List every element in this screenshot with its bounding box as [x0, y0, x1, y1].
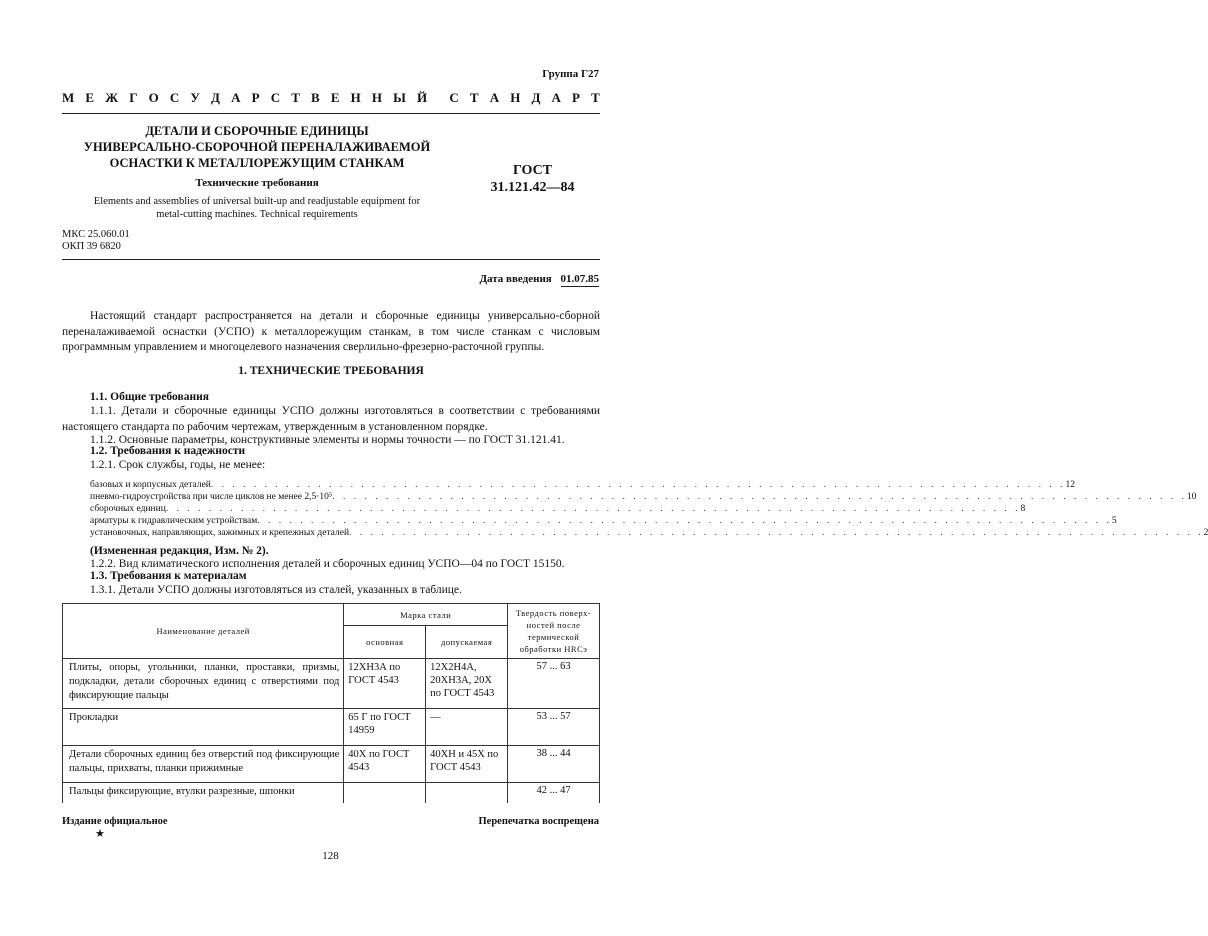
reprint-notice: Перепечатка воспрещена	[478, 816, 599, 827]
cell-name: Прокладки	[63, 709, 344, 746]
cell-alt: 12Х2Н4А, 20ХН3А, 20Х по ГОСТ 4543	[426, 659, 508, 709]
cell-alt: 40ХН и 45Х по ГОСТ 4543	[426, 746, 508, 783]
cell-hrc: 57 ... 63	[508, 659, 600, 709]
intro-date-value: 01.07.85	[560, 273, 599, 285]
title-subtitle: Технические требования	[195, 177, 319, 189]
classification-codes	[62, 229, 130, 253]
star-icon: ★	[95, 828, 105, 840]
heading-1-2: 1.2. Требования к надежности	[90, 445, 246, 457]
cell-hrc: 42 ... 47	[508, 783, 600, 803]
heading-1-1: 1.1. Общие требования	[90, 391, 209, 403]
table-row	[63, 783, 600, 803]
page-number: 128	[322, 850, 339, 862]
list-item	[90, 515, 1117, 527]
cell-main: 40Х по ГОСТ 4543	[344, 746, 426, 783]
header-rule	[62, 113, 600, 114]
cell-name: Пальцы фиксирующие, втулки разрезные, шпонки	[63, 783, 344, 803]
amendment-note: (Измененная редакция, Изм. № 2).	[90, 545, 269, 557]
list-item-label: пневмо-гидроустройства при числе циклов не менее 2,5·10⁵	[90, 492, 333, 502]
cell-main: 12ХН3А по ГОСТ 4543	[344, 659, 426, 709]
cell-hrc: 53 ... 57	[508, 709, 600, 746]
leader-dots: . . . . . . . . . . . . . . . . . . . . . . . . . . . . . . . . . . . . . . . . . . . . . . . . . . . . . . . . . . . . . . . . . . . . . . . . . . . . . . . .	[257, 516, 1112, 526]
title-line-1: ДЕТАЛИ И СБОРОЧНЫЕ ЕДИНИЦЫ	[145, 124, 369, 138]
leader-dots: . . . . . . . . . . . . . . . . . . . . . . . . . . . . . . . . . . . . . . . . . . . . . . . . . . . . . . . . . . . . . . . . . . . . . . . . . . . . . . . .	[165, 504, 1021, 514]
leader-dots: . . . . . . . . . . . . . . . . . . . . . . . . . . . . . . . . . . . . . . . . . . . . . . . . . . . . . . . . . . . . . . . . . . . . . . . . . . . . . . . .	[332, 492, 1187, 502]
list-item-value: 8	[1020, 504, 1026, 514]
table-row	[63, 709, 600, 746]
official-edition: Издание официальное	[62, 816, 168, 827]
cell-name: Детали сборочных единиц без отверстий под фиксирующие пальцы, прихваты, планки прижимные	[63, 746, 344, 783]
standard-banner: М Е Ж Г О С У Д А Р С Т В Е Н Н Ы Й С Т А Н Д А Р Т	[62, 90, 600, 105]
cell-alt: —	[426, 709, 508, 746]
cell-main	[344, 783, 426, 803]
cell-hrc: 38 ... 44	[508, 746, 600, 783]
list-item	[90, 527, 1208, 539]
gost-label: ГОСТ	[512, 163, 553, 178]
col-header-name: Наименование деталей	[63, 604, 344, 659]
paragraph-1-2-1: 1.2.1. Срок службы, годы, не менее:	[90, 459, 266, 471]
list-item-label: сборочных единиц	[90, 504, 166, 514]
title-english-line-1: Elements and assemblies of universal built-up and readjustable equipment for	[93, 196, 421, 207]
title-line-2: УНИВЕРСАЛЬНО-СБОРОЧНОЙ ПЕРЕНАЛАЖИВАЕМОЙ	[83, 140, 431, 154]
intro-date	[479, 273, 599, 285]
leader-dots: . . . . . . . . . . . . . . . . . . . . . . . . . . . . . . . . . . . . . . . . . . . . . . . . . . . . . . . . . . . . . . . . . . . . . . . . . . . . . . . .	[349, 528, 1204, 538]
section-title: 1. ТЕХНИЧЕСКИЕ ТРЕБОВАНИЯ	[238, 365, 424, 377]
title-line-3: ОСНАСТКИ К МЕТАЛЛОРЕЖУЩИМ СТАНКАМ	[109, 156, 405, 170]
intro-date-label: Дата введения	[479, 273, 552, 285]
col-header-alt: допускаемая	[426, 626, 508, 659]
cell-alt	[426, 783, 508, 803]
leader-dots: . . . . . . . . . . . . . . . . . . . . . . . . . . . . . . . . . . . . . . . . . . . . . . . . . . . . . . . . . . . . . . . . . . . . . . . . . . . . . . . .	[210, 480, 1066, 490]
title-block	[62, 123, 452, 171]
codes-rule	[62, 259, 600, 260]
col-header-hrc: Твердость поверх-ностей после термической обработки HRCэ	[508, 604, 600, 659]
list-item	[90, 491, 1197, 503]
steel-table	[62, 603, 600, 803]
cell-main: 65 Г по ГОСТ 14959	[344, 709, 426, 746]
heading-1-3: 1.3. Требования к материалам	[90, 570, 247, 582]
col-header-main: основная	[344, 626, 426, 659]
list-item-label: базовых и корпусных деталей	[90, 480, 211, 490]
list-item-label: установочных, направляющих, зажимных и крепежных деталей	[90, 528, 350, 538]
mks-code: МКС 25.060.01	[62, 229, 130, 240]
title-english-line-2: metal-cutting machines. Technical requirements	[156, 209, 358, 220]
gost-code: 31.121.42—84	[490, 180, 575, 195]
paragraph-1-3-1: 1.3.1. Детали УСПО должны изготовляться из сталей, указанных в таблице.	[90, 584, 462, 596]
list-item-label: арматуры к гидравлическим устройствам	[90, 516, 258, 526]
intro-paragraph: Настоящий стандарт распространяется на детали и сборочные единицы универсально-сборной переналаживаемой оснастки (УСПО) к металлорежущим станкам, в том числе станкам с числовым программным управлением и многоцелевого назначения сверлильно-фрезерно-расточной группы.	[62, 310, 600, 353]
list-item-value: 5	[1111, 516, 1117, 526]
gost-number	[470, 162, 595, 196]
okp-code: ОКП 39 6820	[62, 241, 121, 252]
list-item-value: 10	[1186, 492, 1197, 502]
group-label: Группа Г27	[542, 68, 599, 80]
list-item	[90, 479, 1076, 491]
col-header-grade: Марка стали	[344, 604, 508, 626]
list-item	[90, 503, 1026, 515]
cell-name: Плиты, опоры, угольники, планки, проставки, призмы, подкладки, детали сборочных единиц с отверстиями под фиксирующие пальцы	[63, 659, 344, 709]
list-item-value: 2	[1203, 528, 1208, 538]
paragraph-1-2-2: 1.2.2. Вид климатического исполнения деталей и сборочных единиц УСПО—04 по ГОСТ 15150.	[90, 558, 565, 570]
paragraph-1-1-2: 1.1.2. Основные параметры, конструктивные элементы и нормы точности — по ГОСТ 31.121.41.	[90, 434, 565, 446]
title-english	[62, 195, 452, 221]
table-row	[63, 746, 600, 783]
paragraph-1-1-1: 1.1.1. Детали и сборочные единицы УСПО должны изготовляться в соответствии с требованиями настоящего стандарта по рабочим чертежам, утвержденным в установленном порядке.	[62, 405, 600, 433]
list-item-value: 12	[1065, 480, 1076, 490]
table-row	[63, 659, 600, 709]
